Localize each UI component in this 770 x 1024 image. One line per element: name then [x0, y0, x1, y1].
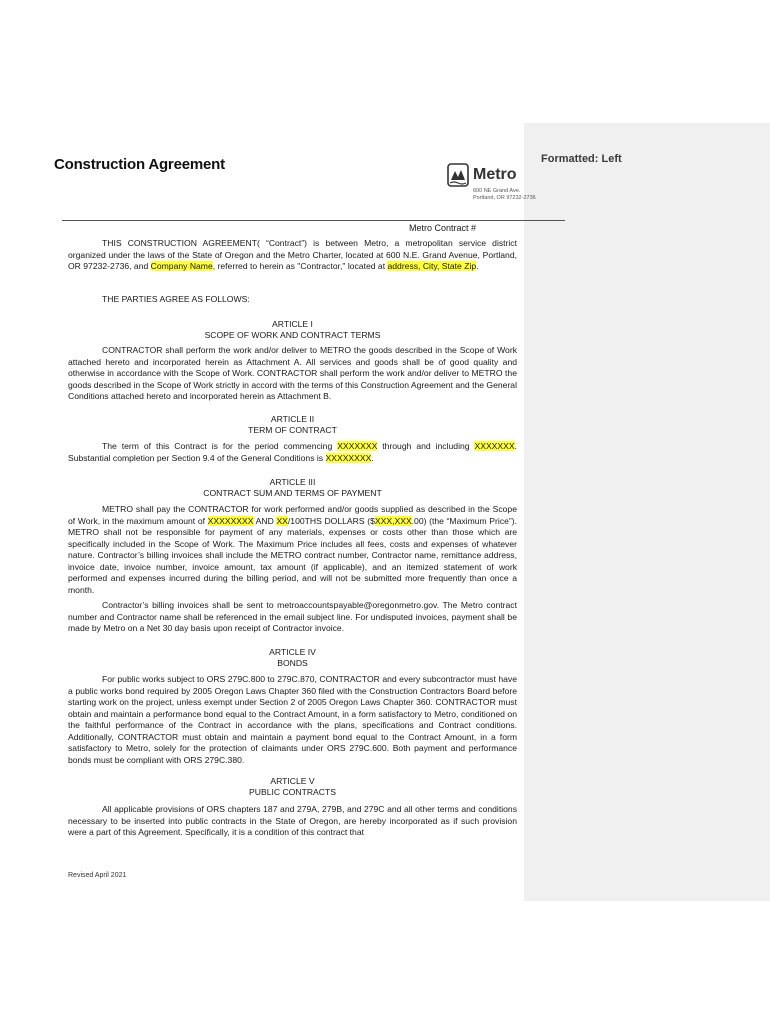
logo-address-line: 600 NE Grand Ave. — [473, 188, 521, 194]
parties-statement: THE PARTIES AGREE AS FOLLOWS: — [102, 294, 250, 304]
article-title: PUBLIC CONTRACTS — [249, 787, 336, 797]
article-number: ARTICLE IV — [269, 647, 316, 657]
revision-footer: Revised April 2021 — [68, 872, 127, 879]
article-body: The term of this Contract is for the period commencing XXXXXXX through and including XXXXXXX. Substantial completion per Section 9.4 of the General Conditions is XXXXXXXX. — [68, 441, 517, 463]
amount-number-field[interactable]: XXX,XXX — [374, 515, 412, 526]
article-body: For public works subject to ORS 279C.800 to 279C.870, CONTRACTOR and every subcontractor must have a public works bond required by 2005 Oregon Laws Chapter 360 filed with the Construction Contractors Board before starting work on the project, unless exempt under Section 2 of 2005 Oregon Laws Chapter 360. CONTRACTOR must obtain and maintain a performance bond equal to the Contract Amount, in a form satisfactory to Metro, conditioned on the faithful performance of the Contract in accordance with the plans, specifications and Contract conditions. Additionally, CONTRACTOR must obtain and maintain a payment bond equal to the Contract Amount, in a form satisfactory to Metro, solely for the protection of claimants under ORS 279C.600. Both payment and performance bonds must be compliant with ORS 279C.380. — [68, 674, 517, 765]
article-body: METRO shall pay the CONTRACTOR for work performed and/or goods supplied as described in the Scope of Work, in the maximum amount of XXXXXXXX AND XX/100THS DOLLARS ($XXX,XXX.00) (the “Maximum Price”). METRO shall not be responsible for payment of any materials, expenses or costs other than those which are specifically included in the Scope of Work. The Maximum Price includes all fees, costs and expenses of whatever nature. Contractor’s billing invoices shall include the METRO contract number, Contractor name, remittance address, invoice date, invoice number, invoice amount, tax amount (if applicable), and an itemized statement of work performed and expenses incurred during the billing period, and will not be submitted more frequently than once a month. — [68, 504, 518, 595]
article-number: ARTICLE V — [270, 776, 315, 786]
end-date-field[interactable]: XXXXXXX — [474, 441, 515, 451]
logo-wordmark: Metro — [473, 166, 517, 183]
article-number: ARTICLE II — [270, 414, 315, 424]
company-name-field[interactable]: Company Name — [150, 261, 213, 271]
document-title: Construction Agreement — [54, 156, 225, 173]
article-body: All applicable provisions of ORS chapters 187 and 279A, 279B, and 279C and all other terms and conditions necessary to be inserted into public contracts in the State of Oregon, are hereby incorporated as if such provision were a part of this Agreement. Specifically, it is a condition of this contract that — [68, 804, 517, 837]
comment-sidebar — [524, 123, 770, 901]
metro-logo-icon — [447, 162, 469, 190]
start-date-field[interactable]: XXXXXXX — [337, 441, 378, 451]
article-body: Contractor’s billing invoices shall be sent to metroaccountspayable@oregonmetro.gov. The Metro contract number and Contractor name shall be referenced in the email subject line. For undisputed invoices, payment shall be made by Metro on a Net 30 day basis upon receipt of Contractor invoice. — [68, 600, 517, 633]
article-title: TERM OF CONTRACT — [248, 425, 337, 435]
address-field[interactable]: address, City, State Zip — [387, 261, 477, 271]
article-title: SCOPE OF WORK AND CONTRACT TERMS — [204, 330, 381, 340]
metro-logo — [447, 162, 555, 212]
completion-date-field[interactable]: XXXXXXXX — [325, 452, 372, 463]
comment-label: Formatted: Left — [541, 153, 622, 165]
intro-paragraph: THIS CONSTRUCTION AGREEMENT( “Contract”) is between Metro, a metropolitan service district organized under the laws of the State of Oregon and the Metro Charter, located at 600 N.E. Grand Avenue, Portland, OR 97232-2736, and Company Name, referred to herein as "Contractor," located at address, City, State Zip. — [68, 238, 517, 271]
article-title: CONTRACT SUM AND TERMS OF PAYMENT — [203, 488, 382, 498]
article-title: BONDS — [277, 658, 308, 668]
logo-address-line: Portland, OR 97232-2736 — [473, 195, 536, 201]
article-number: ARTICLE III — [269, 477, 316, 487]
logo-address — [473, 188, 536, 202]
header-rule — [62, 220, 565, 221]
article-body: CONTRACTOR shall perform the work and/or deliver to METRO the goods described in the Scope of Work attached hereto and incorporated herein as Attachment A. All services and goods shall be of good quality and otherwise in accordance with the Scope of Work. CONTRACTOR shall perform the work and/or deliver to METRO the goods described in the Scope of Work strictly in accord with the terms of this Construction Agreement and the General Conditions attached hereto and incorporated herein as Attachment B. — [68, 345, 517, 401]
amount-words-field[interactable]: XXXXXXXX — [207, 515, 254, 526]
article-number: ARTICLE I — [272, 319, 313, 329]
contract-number: Metro Contract # — [409, 223, 477, 233]
cents-field[interactable]: XX — [276, 515, 288, 526]
